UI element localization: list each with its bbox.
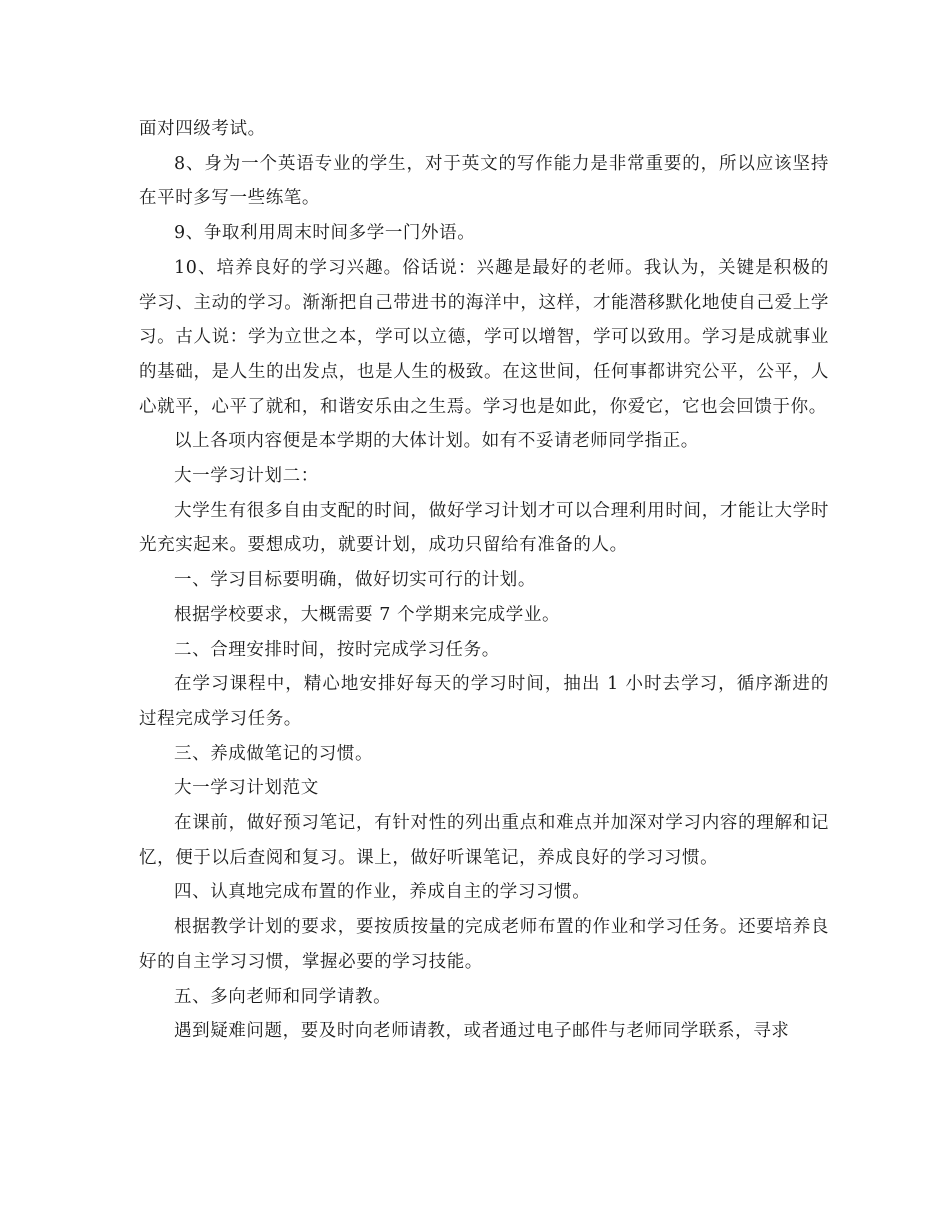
paragraph-conclusion: 以上各项内容便是本学期的大体计划。如有不妥请老师同学指正。 — [174, 431, 699, 452]
paragraph-three: 在课前，做好预习笔记，有针对性的列出重点和难点并加深对学习内容的理解和记忆，便于以后查阅和复习。课上，做好听课笔记，养成良好的学习习惯。 — [139, 813, 829, 868]
paragraph-one: 根据学校要求，大概需要 7 个学期来完成学业。 — [174, 604, 561, 625]
section-heading-plan-two: 大一学习计划二： — [174, 466, 319, 487]
section-heading-sample: 大一学习计划范文 — [174, 778, 319, 799]
paragraph-item-9: 9、争取利用周末时间多学一门外语。 — [174, 223, 476, 244]
paragraph-five: 遇到疑难问题，要及时向老师请教，或者通过电子邮件与老师同学联系，寻求 — [174, 1021, 790, 1042]
paragraph-item-8: 8、身为一个英语专业的学生，对于英文的写作能力是非常重要的，所以应该坚持在平时多写一些练笔。 — [139, 153, 829, 209]
paragraph-intro: 大学生有很多自由支配的时间，做好学习计划才可以合理利用时间，才能让大学时光充实起来。要想成功，就要计划，成功只留给有准备的人。 — [139, 500, 829, 556]
subheading-one: 一、学习目标要明确，做好切实可行的计划。 — [174, 570, 536, 591]
subheading-three: 三、养成做笔记的习惯。 — [174, 743, 374, 764]
subheading-five: 五、多向老师和同学请教。 — [174, 986, 392, 1007]
paragraph-continuation: 面对四级考试。 — [139, 119, 266, 139]
paragraph-two: 在学习课程中，精心地安排好每天的学习时间，抽出 1 小时去学习，循序渐进的过程完成学习任务。 — [139, 674, 829, 729]
paragraph-item-10: 10、培养良好的学习兴趣。俗话说：兴趣是最好的老师。我认为，关键是积极的学习、主动的学习。渐渐把自己带进书的海洋中，这样，才能潜移默化地使自己爱上学习。古人说：学为立世之本，学可以立德，学可以增智，学可以致用。学习是成就事业的基础，是人生的出发点，也是人生的极致。在这世间，任何事都讲究公平，公平，人心就平，心平了就和，和谐安乐由之生焉。学习也是如此，你爱它，它也会回馈于你。 — [139, 257, 829, 417]
subheading-two: 二、合理安排时间，按时完成学习任务。 — [174, 639, 500, 660]
document-body — [139, 112, 829, 1049]
subheading-four: 四、认真地完成布置的作业，养成自主的学习习惯。 — [174, 882, 591, 903]
paragraph-four: 根据教学计划的要求，要按质按量的完成老师布置的作业和学习任务。还要培养良好的自主学习习惯，掌握必要的学习技能。 — [139, 917, 829, 972]
